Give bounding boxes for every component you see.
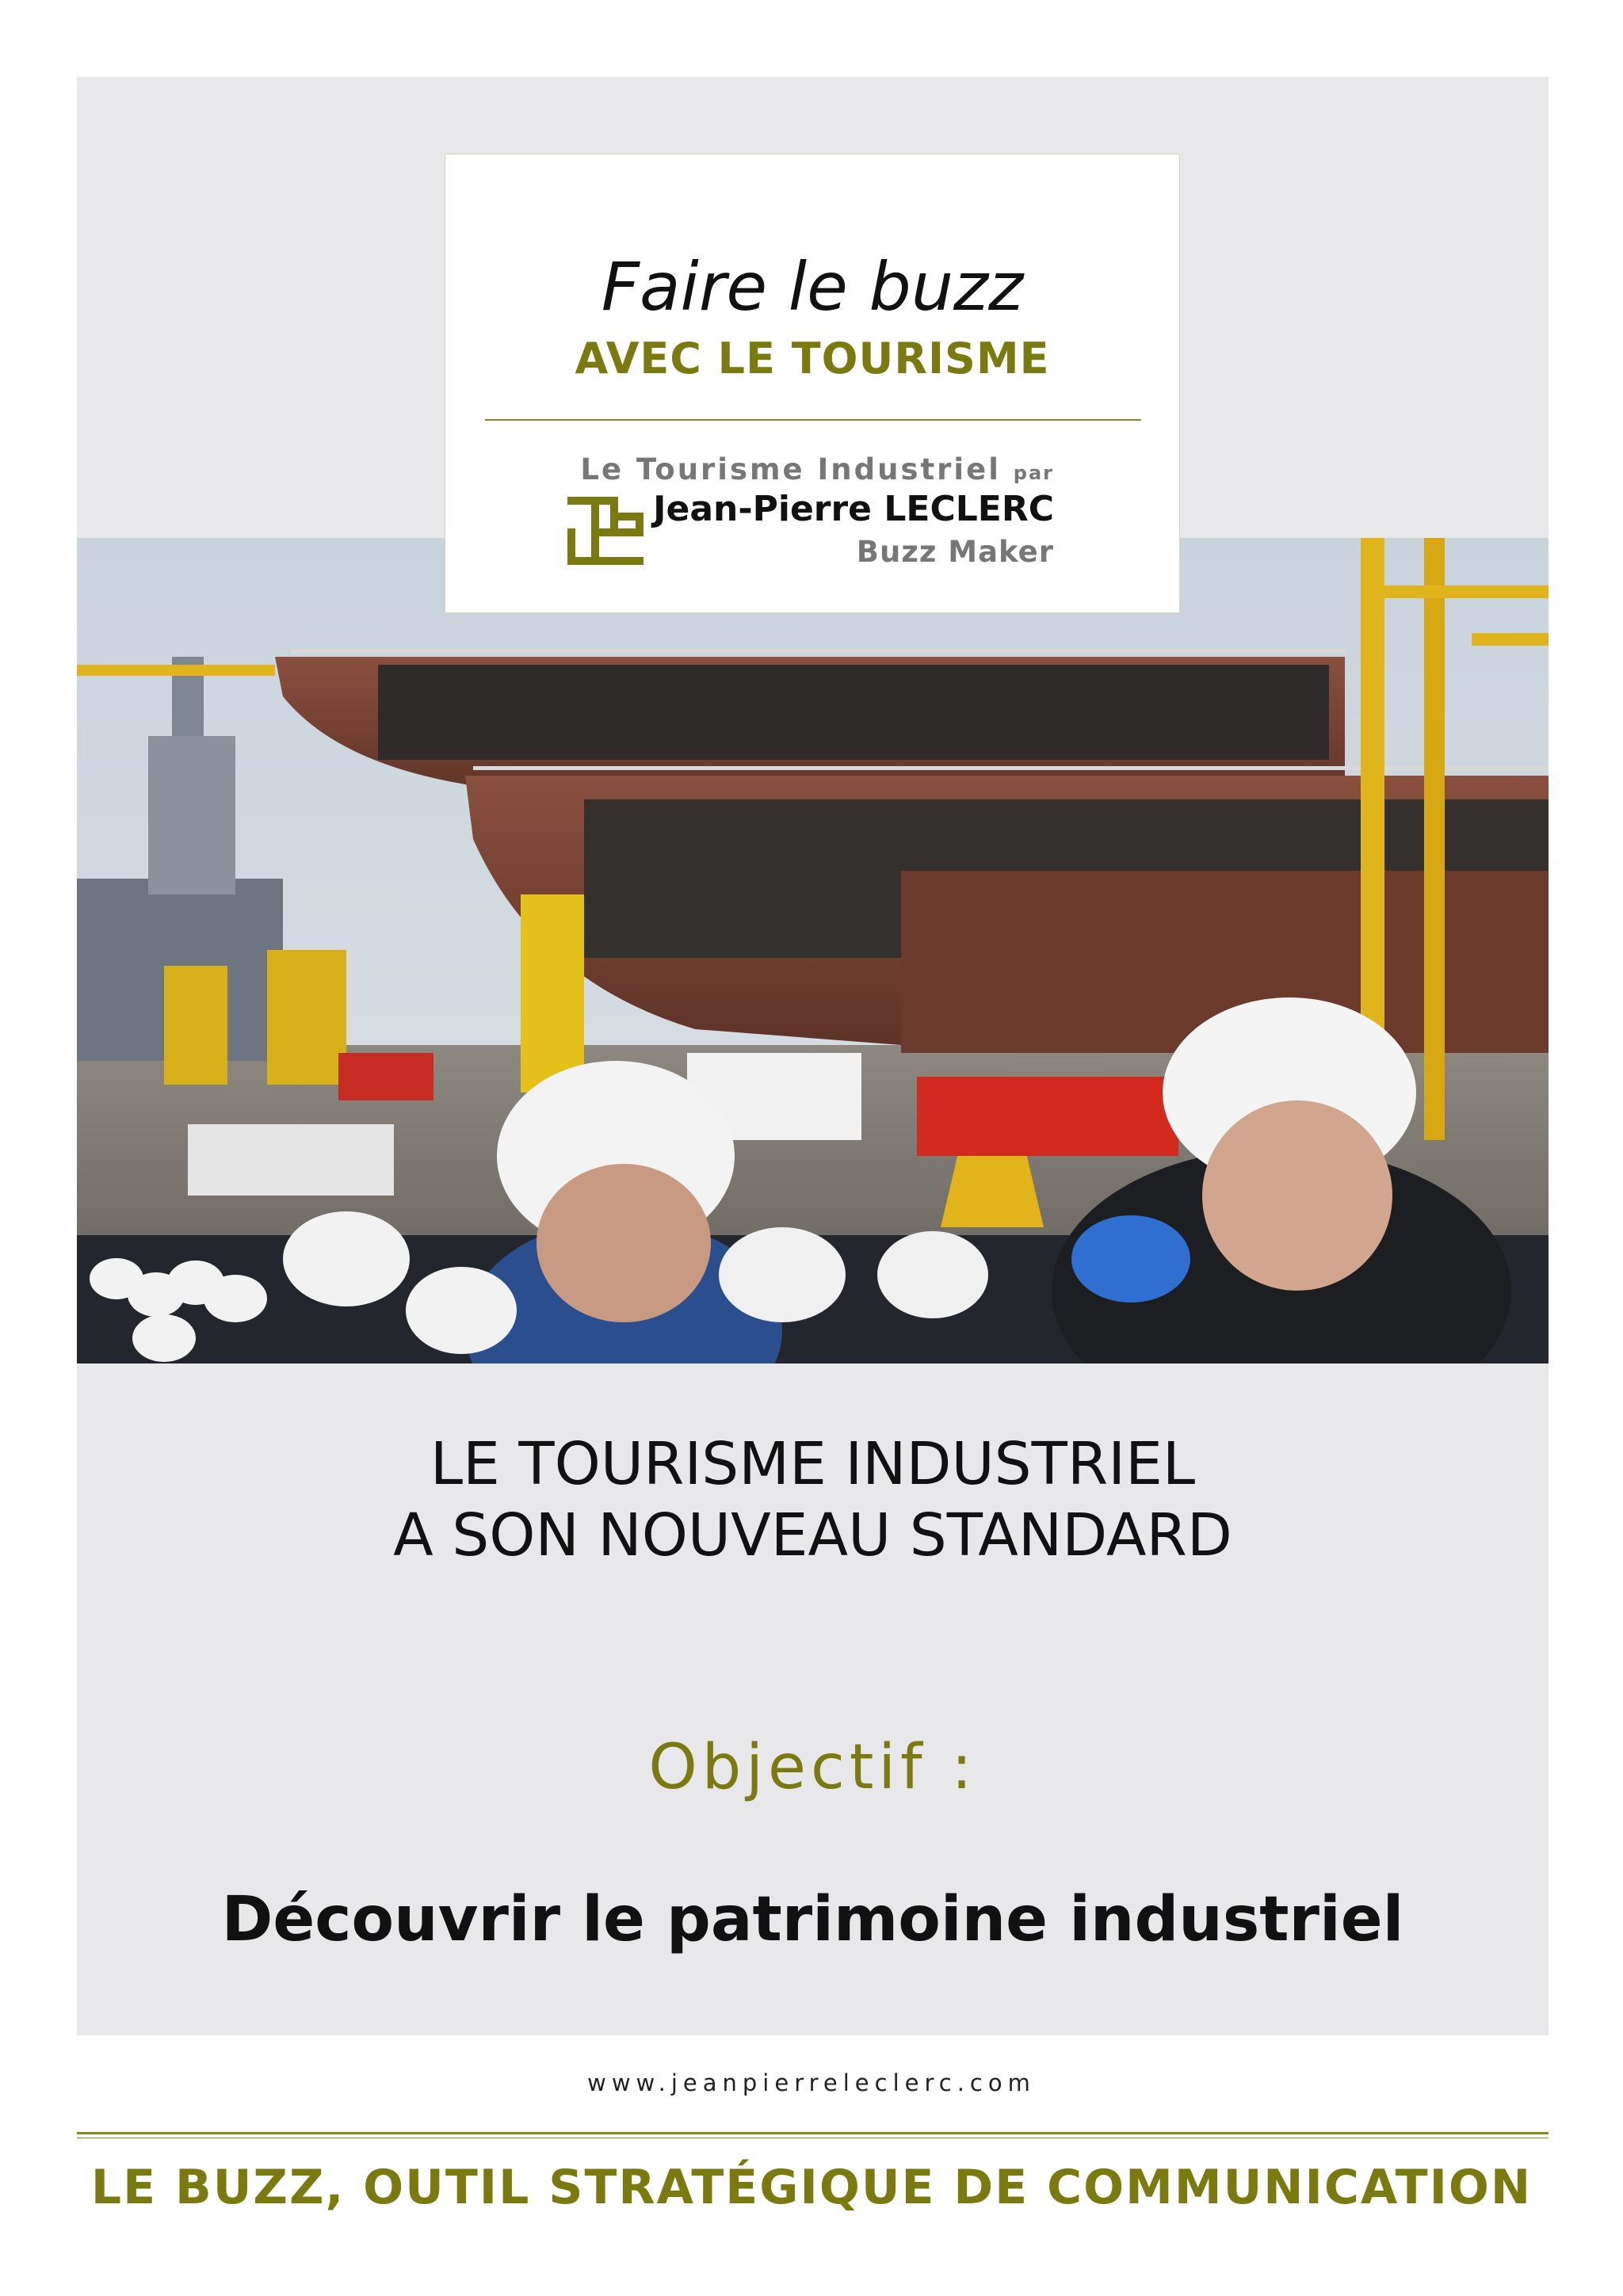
headline-line-2: A SON NOUVEAU STANDARD bbox=[393, 1501, 1232, 1569]
footer-tagline: LE BUZZ, OUTIL STRATÉGIQUE DE COMMUNICATION bbox=[90, 2160, 1533, 2215]
objective-text: Découvrir le patrimoine industriel bbox=[221, 1884, 1404, 1955]
cover-title-script: Faire le buzz bbox=[601, 248, 1024, 326]
website-link[interactable]: www.jeanpierreleclerc.com bbox=[587, 2069, 1036, 2096]
shipyard-photo bbox=[77, 538, 1549, 1363]
series-name: Le Tourisme Industriel bbox=[580, 452, 1001, 486]
series-par: par bbox=[1013, 462, 1054, 484]
cover-title-sub: AVEC LE TOURISME bbox=[575, 334, 1050, 383]
footer-rule bbox=[77, 2132, 1549, 2134]
author-role: Buzz Maker bbox=[856, 535, 1054, 569]
series-label bbox=[580, 452, 1054, 486]
objective-label: Objectif : bbox=[648, 1732, 977, 1803]
jpl-monogram-icon bbox=[567, 497, 643, 568]
author-name: Jean-Pierre LECLERC bbox=[653, 489, 1054, 529]
divider bbox=[485, 419, 1141, 421]
headline-line-1: LE TOURISME INDUSTRIEL bbox=[430, 1430, 1196, 1498]
cover-title-box bbox=[445, 154, 1180, 613]
